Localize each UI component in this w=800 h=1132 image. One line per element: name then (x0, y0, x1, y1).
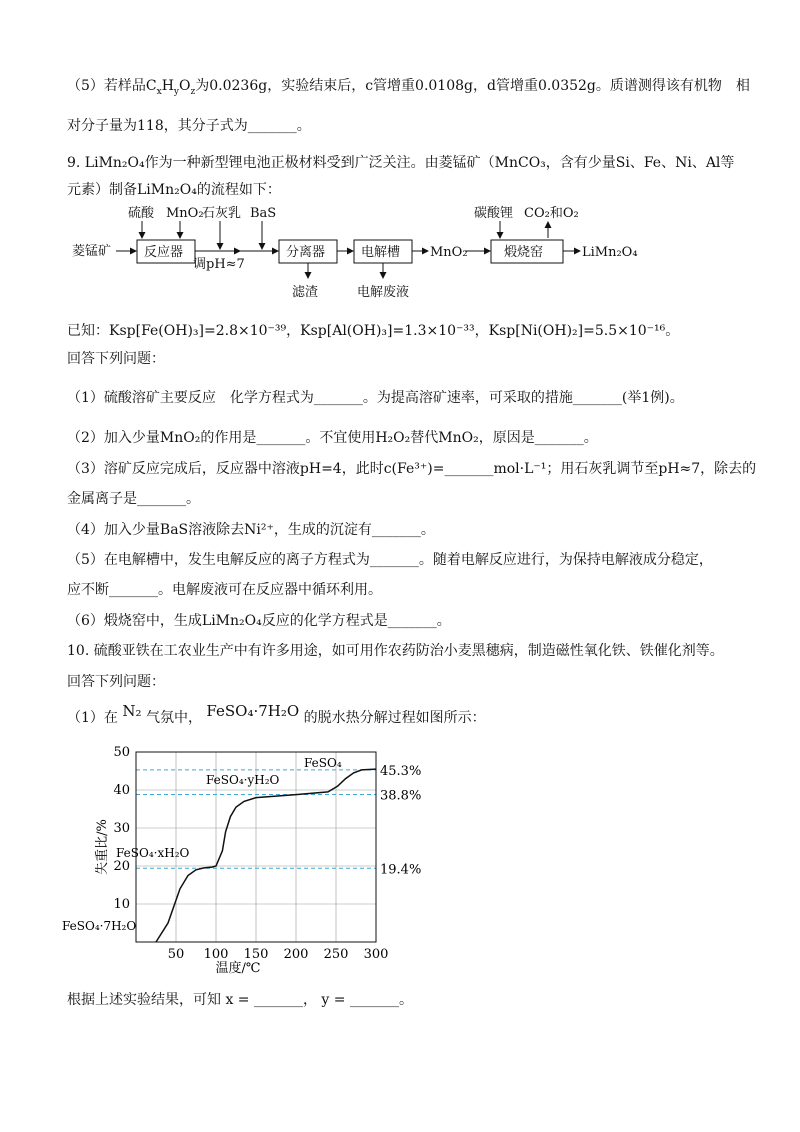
flow-reagent-2: MnO₂ (166, 206, 204, 221)
q9-answer-prompt: 回答下列问题： (67, 351, 165, 367)
flow-diagram (60, 200, 660, 305)
q9-sub-4: （4）加入少量BaS溶液除去Ni²⁺，生成的沉淀有_______。 (67, 522, 435, 538)
q9-intro-2: 元素）制备LiMn₂O₄的流程如下： (67, 182, 281, 198)
q10-answer-prompt: 回答下列问题： (67, 674, 165, 690)
x-tick-1: 100 (203, 947, 229, 962)
flow-reagent-5: 碳酸锂 (474, 206, 514, 221)
q9-intro-1: 9. LiMn₂O₄作为一种新型锂电池正极材料受到广泛关注。由菱锰矿（MnCO₃，含有少量Si、Fe、Ni、Al等 (67, 155, 735, 171)
flow-product: LiMn₂O₄ (582, 245, 638, 260)
svg-text:电解槽: 电解槽 (361, 245, 401, 260)
flow-waste-1: 滤渣 (292, 285, 319, 300)
flow-reagent-1: 硫酸 (128, 206, 155, 221)
svg-text:反应器: 反应器 (144, 245, 184, 260)
y-tick-0: 10 (113, 897, 130, 912)
q10-final: 根据上述实验结果，可知 x = _______， y = _______。 (67, 992, 413, 1008)
annotation-anhydrous: FeSO₄ (304, 756, 342, 770)
svg-text:分离器: 分离器 (286, 245, 326, 260)
x-tick-5: 300 (363, 947, 389, 962)
q8-line1: （5）若样品$C_xH_yO_z$为0.0236g，实验结束后，c管增重0.0108g，d管增重0.0352g。质谱测得该有机物 相 (67, 78, 750, 97)
tga-chart (60, 740, 422, 980)
q9-sub-6: （6）煅烧窑中，生成LiMn₂O₄反应的化学方程式是_______。 (67, 613, 451, 629)
n2-formula: N₂ (122, 702, 142, 720)
flow-reagent-4: BaS (250, 206, 277, 221)
q9-sub-5b: 应不断_______。电解废液可在反应器中循环利用。 (67, 582, 382, 598)
y-tick-1: 20 (113, 859, 130, 874)
q9-sub-3b: 金属离子是_______。 (67, 491, 200, 507)
q8-line2: 对分子量为118，其分子式为_______。 (67, 118, 311, 134)
axis-y-label: 失重比/% (95, 819, 110, 875)
ref-label-0: 45.3% (380, 763, 422, 779)
annotation-x-hydrate: FeSO₄·xH₂O (116, 846, 190, 860)
q9-sub-2: （2）加入少量MnO₂的作用是_______。不宜使用H₂O₂替代MnO₂，原因是_______。 (67, 430, 598, 446)
fe-heptahydrate-formula: FeSO₄·7H₂O (206, 702, 300, 720)
q9-sub-3a: （3）溶矿反应完成后，反应器中溶液pH=4，此时c(Fe³⁺)=_______mol·L⁻¹；用石灰乳调节至pH≈7，除去的 (67, 461, 757, 477)
ref-label-2: 19.4% (380, 862, 422, 878)
x-tick-0: 50 (167, 947, 185, 962)
flow-reagent-3: 石灰乳 (202, 206, 242, 221)
ref-label-1: 38.8% (380, 788, 422, 804)
x-tick-2: 150 (243, 947, 269, 962)
flow-raw: 菱锰矿 (72, 244, 112, 259)
annotation-y-hydrate: FeSO₄·yH₂O (206, 773, 280, 787)
axis-x-label: 温度/℃ (215, 961, 261, 976)
flow-reagent-6: CO₂和O₂ (524, 206, 579, 221)
q10-intro: 10. 硫酸亚铁在工农业生产中有许多用途，如可用作农药防治小麦黑穗病，制造磁性氧化铁、铁催化剂等。 (67, 643, 724, 659)
y-tick-2: 30 (113, 821, 130, 836)
x-tick-3: 200 (283, 947, 309, 962)
x-tick-4: 250 (323, 947, 349, 962)
q9-sub-5a: （5）在电解槽中，发生电解反应的离子方程式为_______。随着电解反应进行，为保持电解液成分稳定， (67, 552, 713, 568)
q10-sub-1: （1）在 N₂ 气氛中， FeSO₄·7H₂O 的脱水热分解过程如图所示： (67, 702, 486, 726)
flow-mid-product: MnO₂ (430, 245, 468, 260)
flow-waste-2: 电解废液 (357, 285, 410, 300)
annotation-heptahydrate: FeSO₄·7H₂O (62, 919, 137, 933)
svg-text:煅烧窑: 煅烧窑 (504, 245, 544, 260)
y-tick-3: 40 (113, 783, 130, 798)
flow-ph-note: 调pH≈7 (193, 257, 245, 272)
q9-sub-1: （1）硫酸溶矿主要反应 化学方程式为_______。为提高溶矿速率，可采取的措施_______(举1例)。 (67, 390, 684, 406)
y-tick-4: 50 (113, 745, 130, 760)
q9-known: 已知：Ksp[Fe(OH)₃]=2.8×10⁻³⁹，Ksp[Al(OH)₃]=1.3×10⁻³³，Ksp[Ni(OH)₂]=5.5×10⁻¹⁶。 (67, 323, 680, 339)
